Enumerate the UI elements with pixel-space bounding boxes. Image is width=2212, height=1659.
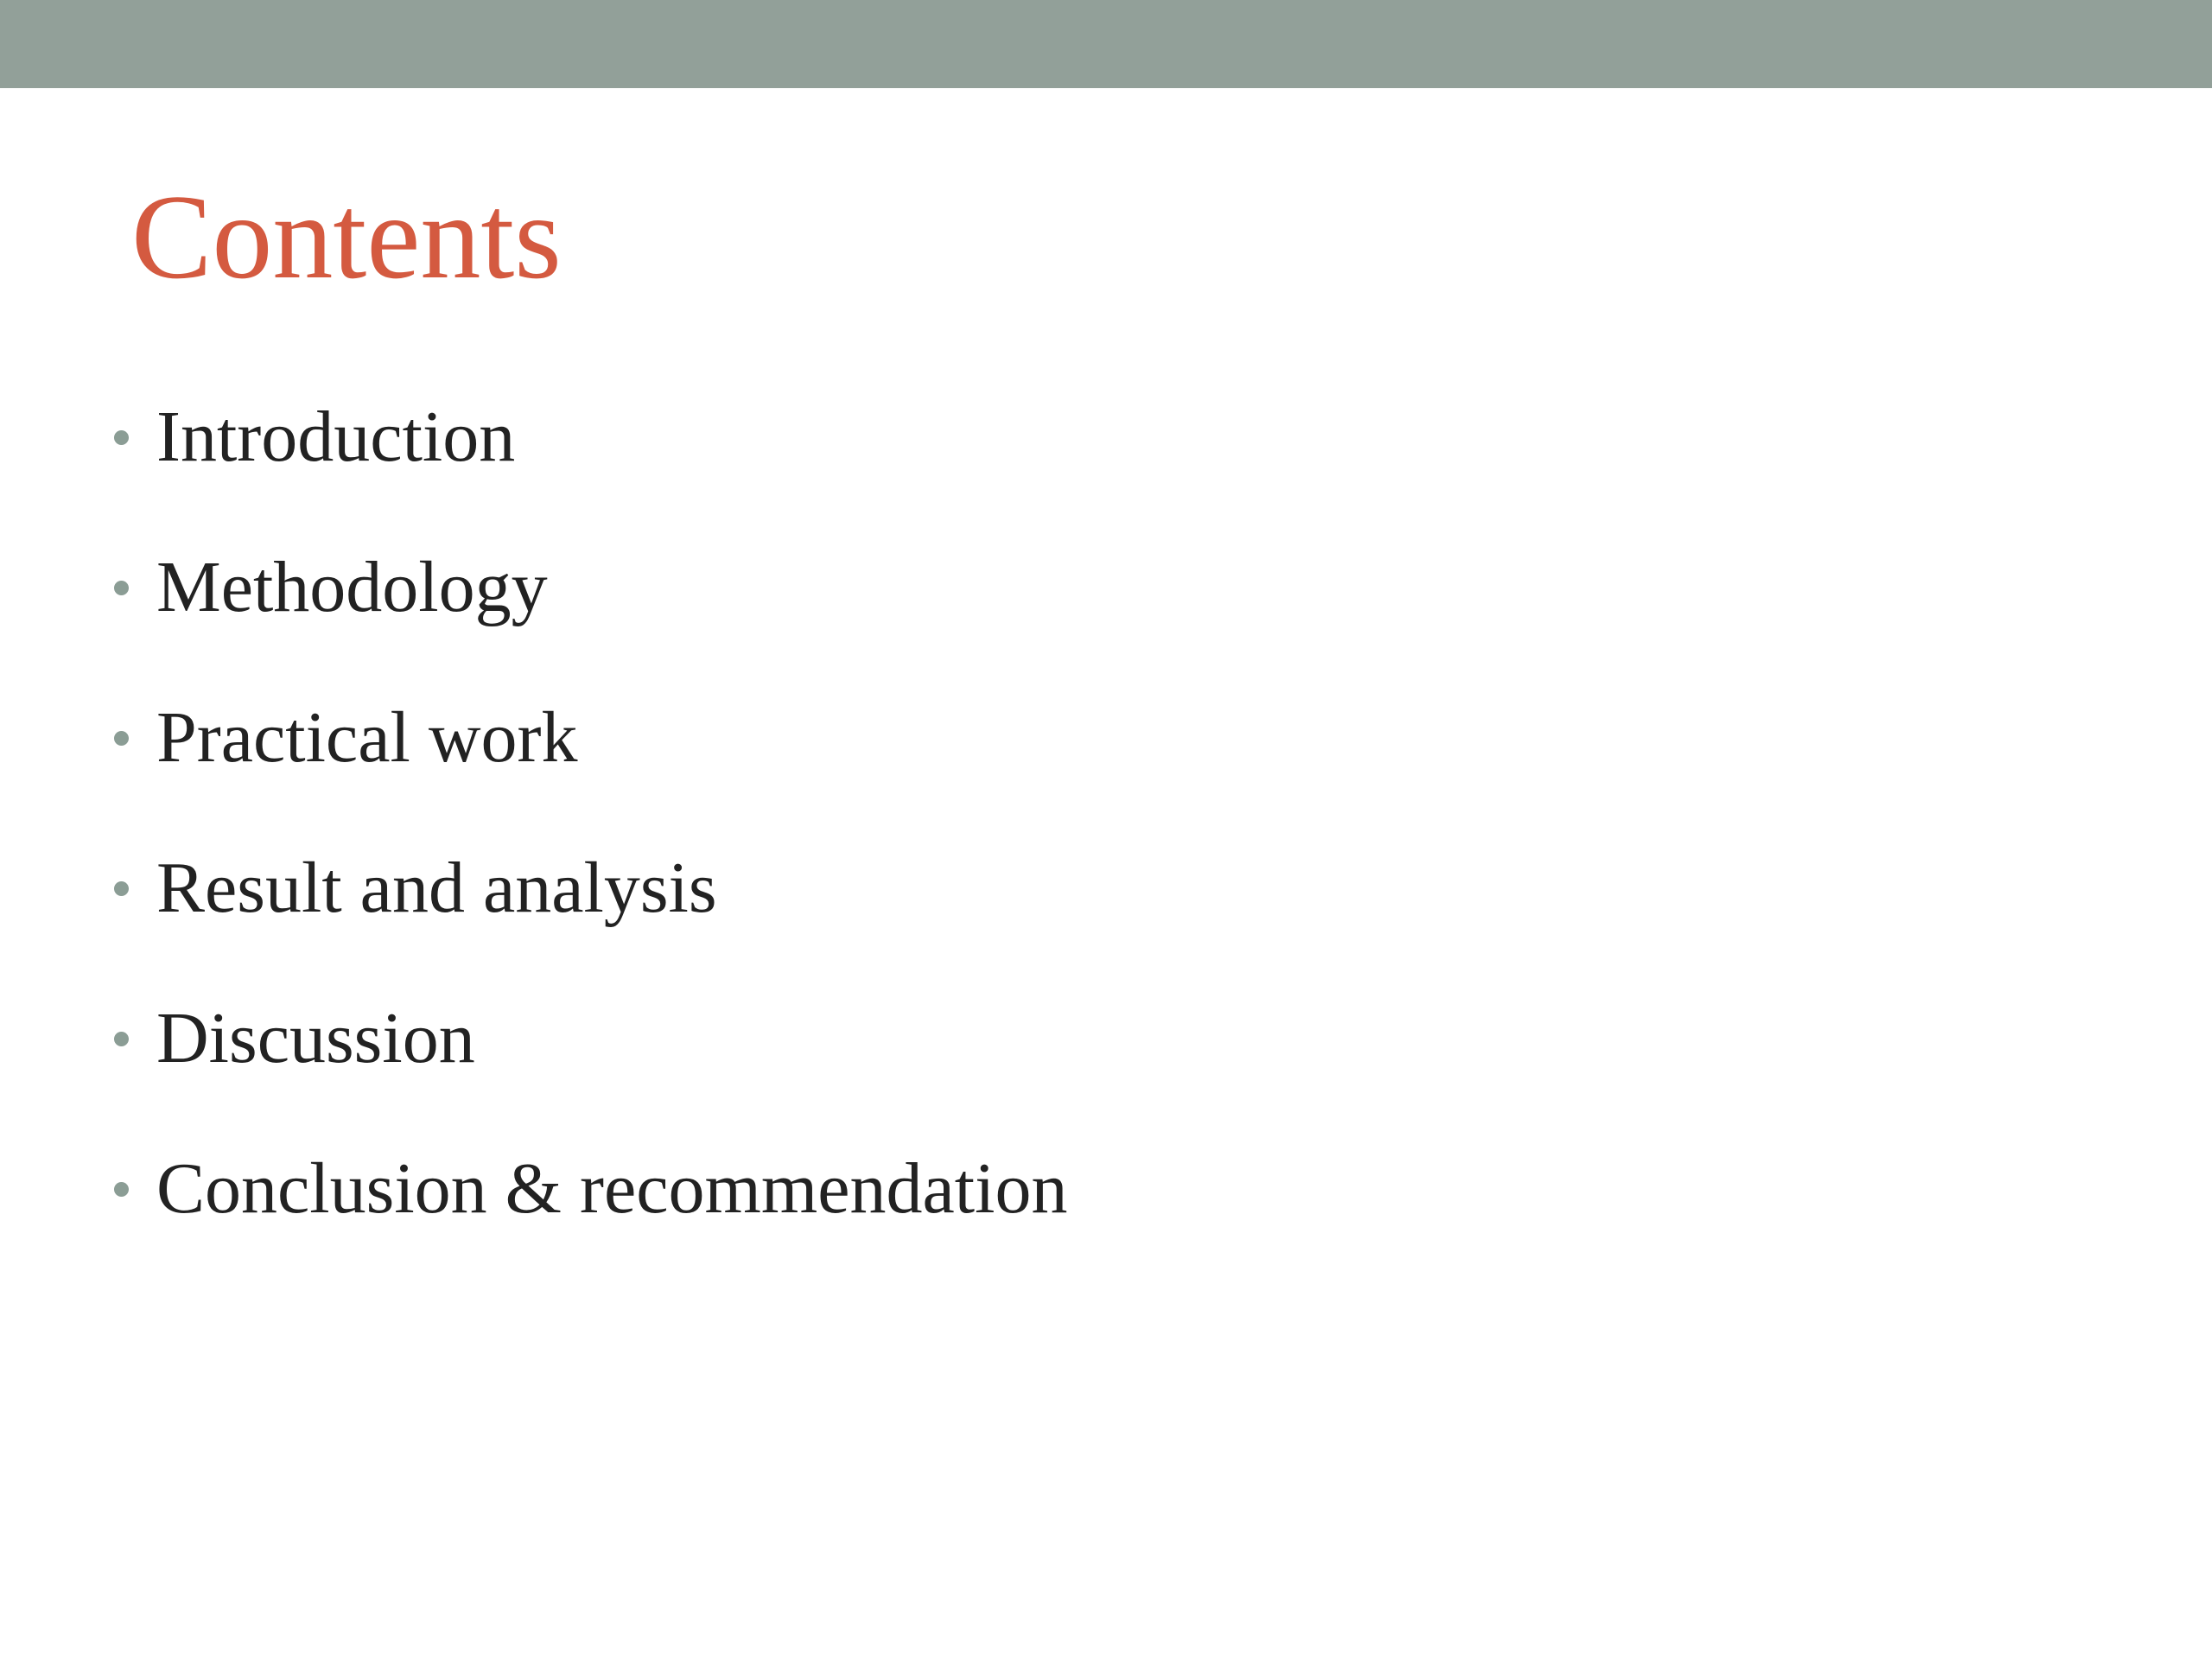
bullet-icon (114, 881, 129, 896)
list-item (114, 544, 1497, 631)
list-item (114, 695, 1497, 781)
list-item-label: Introduction (156, 397, 516, 477)
bullet-icon (114, 430, 129, 445)
slide-title: Contents (131, 170, 562, 304)
list-item-label: Conclusion & recommendation (156, 1148, 1068, 1229)
list-item-label: Practical work (156, 697, 578, 778)
list-item-label: Discussion (156, 998, 475, 1078)
list-item (114, 1146, 1497, 1232)
bullet-icon (114, 731, 129, 746)
bullet-icon (114, 1032, 129, 1046)
top-accent-band (0, 0, 2212, 88)
bullet-icon (114, 581, 129, 595)
list-item (114, 394, 1497, 480)
list-item (114, 995, 1497, 1082)
list-item-label: Result and analysis (156, 848, 717, 928)
list-item-label: Methodology (156, 547, 548, 627)
bullet-icon (114, 1182, 129, 1197)
list-item (114, 845, 1497, 931)
